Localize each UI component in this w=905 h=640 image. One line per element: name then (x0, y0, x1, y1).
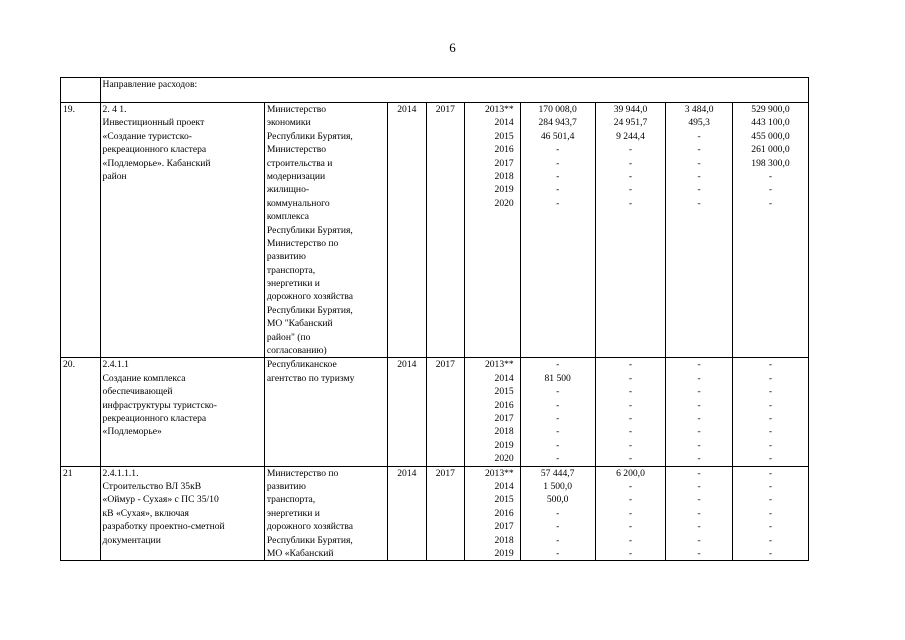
measure-name-line: рекреационного кластера (102, 412, 207, 424)
funding-value: - (768, 184, 773, 196)
funding-value: 198 300,0 (751, 157, 790, 169)
measure-name-line: Создание комплекса (102, 372, 186, 384)
funding-year: 2014 (494, 372, 514, 384)
end-year: 2017 (427, 103, 464, 358)
funding-value: - (697, 197, 701, 209)
funding-value: 46 501,4 (540, 130, 575, 142)
start-year: 2014 (387, 103, 427, 358)
funding-value: - (556, 547, 560, 559)
funding-value: - (556, 439, 560, 451)
executor-line: Республиканское (266, 359, 337, 371)
measure-name-line: 2.4.1.1 (102, 359, 129, 371)
funding-value: 9 244,4 (616, 130, 645, 142)
funding-col3-cell (666, 466, 733, 561)
measure-name-cell (100, 358, 264, 466)
funding-value: - (697, 467, 701, 479)
funding-value: - (697, 386, 701, 398)
funding-col1-cell (520, 103, 595, 358)
measure-name-line: рекреационного кластера (102, 144, 207, 156)
funding-value: - (768, 197, 773, 209)
funding-value: 455 000,0 (751, 130, 790, 142)
funding-value: - (628, 521, 633, 533)
funding-value: - (768, 426, 773, 438)
funding-value: - (556, 521, 560, 533)
funding-value: - (768, 359, 773, 371)
start-year: 2014 (387, 358, 427, 466)
measure-name-line: «Оймур - Сухая» с ПС 35/10 (102, 494, 219, 506)
funding-value: - (628, 534, 633, 546)
executor-cell (264, 358, 387, 466)
measure-name-line: 2.4.1.1.1. (102, 467, 139, 479)
funding-value: - (556, 412, 560, 424)
executor-line: комплекса (266, 211, 309, 223)
funding-year: 2018 (494, 170, 514, 182)
executor-line: Министерство (266, 144, 327, 156)
funding-col1-cell (520, 466, 595, 561)
measure-name-line: 2. 4 1. (102, 104, 127, 115)
funding-col4-cell (732, 358, 808, 466)
funding-year: 2013** (484, 359, 514, 371)
funding-value: 81 500 (544, 372, 571, 384)
funding-value: - (556, 184, 560, 196)
funding-value: - (768, 547, 773, 559)
table-row (61, 103, 809, 358)
funding-value: - (697, 399, 701, 411)
executor-cell (264, 103, 387, 358)
measure-name-line: разработку проектно-сметной (102, 521, 225, 533)
funding-value: - (628, 480, 633, 492)
funding-value: 6 200,0 (616, 467, 645, 479)
funding-value: - (628, 399, 633, 411)
funding-years-cell (464, 358, 520, 466)
funding-value: - (768, 507, 773, 519)
funding-year: 2020 (494, 453, 514, 465)
measure-name-line: документации (102, 534, 161, 546)
measure-name-line: инфраструктуры туристско- (102, 399, 217, 411)
funding-value: - (556, 507, 560, 519)
executor-line: Республики Бурятия, (266, 534, 353, 546)
end-year: 2017 (427, 466, 464, 561)
funding-value: - (556, 426, 560, 438)
funding-value: - (556, 359, 560, 371)
funding-value: - (768, 372, 773, 384)
funding-value: - (628, 144, 633, 156)
funding-value: 170 008,0 (538, 104, 577, 115)
executor-line: МО «Кабанский (266, 547, 334, 559)
funding-value: 529 900,0 (751, 104, 790, 115)
section-header-spacer (61, 78, 101, 103)
funding-year: 2014 (494, 480, 514, 492)
funding-value: 1 500,0 (543, 480, 573, 492)
funding-value: - (556, 157, 560, 169)
executor-line: экономики (266, 117, 311, 129)
funding-value: - (697, 157, 701, 169)
measure-name-line: «Создание туристско- (102, 130, 192, 142)
funding-value: 261 000,0 (751, 144, 790, 156)
funding-year: 2018 (494, 534, 514, 546)
funding-value: - (628, 439, 633, 451)
measure-name-cell (100, 466, 264, 561)
funding-year: 2019 (494, 184, 514, 196)
measure-name-cell (100, 103, 264, 358)
executor-line: энергетики и (266, 507, 320, 519)
executor-line: Министерство (266, 104, 327, 115)
funding-value: - (628, 453, 633, 465)
executor-line: согласованию) (266, 345, 327, 357)
funding-value: - (768, 399, 773, 411)
funding-year: 2019 (494, 547, 514, 559)
funding-years-cell (464, 103, 520, 358)
funding-value: - (768, 386, 773, 398)
measure-name-line: Инвестиционный проект (102, 117, 205, 129)
section-label: Направление расходов: (100, 78, 808, 103)
funding-value: - (628, 184, 633, 196)
executor-line: жилищно- (266, 184, 310, 196)
outer-frame-edge (808, 77, 809, 101)
funding-value: - (556, 386, 560, 398)
section-header-row (61, 78, 809, 103)
funding-value: 57 444,7 (540, 467, 575, 479)
funding-year: 2013** (484, 467, 514, 479)
executor-cell (264, 466, 387, 561)
executor-line: МО "Кабанский (266, 318, 333, 330)
funding-year: 2017 (494, 521, 514, 533)
funding-value: - (697, 494, 701, 506)
table-row (61, 466, 809, 561)
executor-line: Республики Бурятия, (266, 304, 353, 316)
funding-value: - (628, 359, 633, 371)
measure-name-line: «Подлеморье». Кабанский (102, 157, 211, 169)
funding-value: - (556, 144, 560, 156)
funding-value: - (697, 144, 701, 156)
funding-col4-cell (732, 466, 808, 561)
funding-value: - (697, 426, 701, 438)
funding-value: - (628, 426, 633, 438)
funding-col2-cell (595, 466, 666, 561)
executor-line: Министерство по (266, 237, 339, 249)
row-number: 20. (61, 358, 101, 466)
funding-value: - (768, 170, 773, 182)
funding-value: - (556, 453, 560, 465)
executor-line: развитию (266, 480, 306, 492)
executor-line: район" (по (266, 331, 311, 343)
executor-line: модернизации (266, 170, 326, 182)
executor-line: дорожного хозяйства (266, 291, 354, 303)
executor-line: развитию (266, 251, 306, 263)
funding-col3-cell (666, 103, 733, 358)
funding-year: 2018 (494, 426, 514, 438)
funding-value: 24 951,7 (613, 117, 648, 129)
funding-value: - (768, 480, 773, 492)
page-number: 6 (449, 40, 456, 55)
funding-col4-cell (732, 103, 808, 358)
executor-line: транспорта, (266, 494, 316, 506)
funding-value: - (556, 399, 560, 411)
funding-year: 2019 (494, 439, 514, 451)
funding-value: - (697, 130, 701, 142)
funding-col3-cell (666, 358, 733, 466)
funding-year: 2017 (494, 412, 514, 424)
funding-value: - (628, 547, 633, 559)
executor-line: дорожного хозяйства (266, 521, 354, 533)
funding-value: 284 943,7 (538, 117, 577, 129)
funding-value: - (697, 453, 701, 465)
funding-value: - (628, 197, 633, 209)
funding-year: 2017 (494, 157, 514, 169)
budget-table (60, 77, 809, 561)
measure-name-line: Строительство ВЛ 35кВ (102, 480, 202, 492)
measure-name-line: обеспечивающей (102, 386, 173, 398)
funding-value: - (628, 507, 633, 519)
funding-col2-cell (595, 103, 666, 358)
funding-value: - (697, 480, 701, 492)
executor-line: Республики Бурятия, (266, 130, 353, 142)
funding-value: - (697, 439, 701, 451)
end-year: 2017 (427, 358, 464, 466)
measure-name-line: район (102, 170, 127, 182)
funding-year: 2015 (494, 494, 514, 506)
row-number: 21 (61, 466, 101, 561)
funding-col1-cell (520, 358, 595, 466)
funding-value: - (628, 157, 633, 169)
funding-value: - (628, 372, 633, 384)
funding-value: - (697, 521, 701, 533)
funding-year: 2013** (484, 104, 514, 115)
funding-value: 39 944,0 (613, 104, 648, 115)
executor-line: транспорта, (266, 264, 316, 276)
funding-value: - (556, 170, 560, 182)
measure-name-line: «Подлеморье» (102, 426, 162, 438)
funding-value: - (628, 494, 633, 506)
funding-year: 2015 (494, 130, 514, 142)
funding-value: - (768, 412, 773, 424)
funding-value: - (697, 359, 701, 371)
funding-value: - (768, 494, 773, 506)
funding-value: - (697, 372, 701, 384)
table-row (61, 358, 809, 466)
funding-value: - (556, 197, 560, 209)
funding-value: - (768, 521, 773, 533)
funding-year: 2015 (494, 386, 514, 398)
funding-value: - (768, 439, 773, 451)
funding-value: - (768, 534, 773, 546)
funding-year: 2016 (494, 507, 514, 519)
funding-value: 3 484,0 (684, 104, 714, 115)
executor-line: энергетики и (266, 278, 320, 290)
funding-year: 2016 (494, 399, 514, 411)
funding-year: 2014 (494, 117, 514, 129)
funding-value: 495,3 (688, 117, 710, 129)
funding-value: - (697, 534, 701, 546)
funding-value: - (628, 412, 633, 424)
funding-value: - (768, 467, 773, 479)
funding-value: - (697, 184, 701, 196)
executor-line: строительства и (266, 157, 333, 169)
executor-line: Министерство по (266, 467, 339, 479)
executor-line: коммунального (266, 197, 330, 209)
executor-line: агентство по туризму (266, 372, 355, 384)
funding-year: 2020 (494, 197, 514, 209)
executor-line: Республики Бурятия, (266, 224, 353, 236)
row-number: 19. (61, 103, 101, 358)
measure-name-line: кВ «Сухая», включая (102, 507, 189, 519)
funding-value: - (697, 507, 701, 519)
funding-value: 443 100,0 (751, 117, 790, 129)
funding-value: 500,0 (546, 494, 569, 506)
funding-value: - (556, 534, 560, 546)
funding-col2-cell (595, 358, 666, 466)
funding-year: 2016 (494, 144, 514, 156)
funding-value: - (697, 547, 701, 559)
funding-years-cell (464, 466, 520, 561)
funding-value: - (628, 386, 633, 398)
funding-value: - (697, 412, 701, 424)
funding-value: - (628, 170, 633, 182)
start-year: 2014 (387, 466, 427, 561)
funding-value: - (768, 453, 773, 465)
funding-value: - (697, 170, 701, 182)
